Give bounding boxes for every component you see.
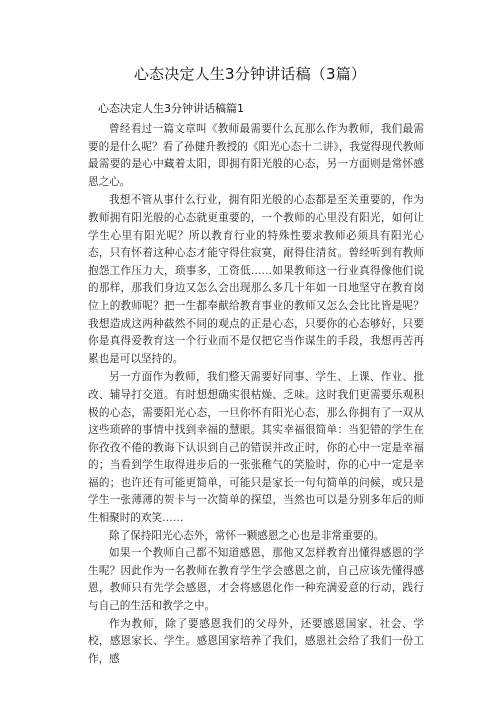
paragraph: 除了保持阳光心态外，常怀一颗感恩之心也是非常重要的。: [109, 529, 385, 542]
paragraph: 另一方面作为教师，我们整天需要好同事、学生、上课、作业、批改、辅导打交道。有时想想确实很枯燥、乏味。这时我们更需要乐观积极的心态，需要阳光心态，一旦你怀有阳光心态，那么你拥有了一双从这些琐碎的事情中找到幸福的慧眼。其实幸福很简单：当犯错的学生在你孜孜不倦的教诲下认识到自己的错误并改正时，你的心中一定是幸福的；当看到学生取得进步后的一张张稚气的笑脸时，你的心中一定是幸福的；也许还有可能更简单，可能只是家长一句句简单的问候，或只是学生一张薄薄的贺卡与一次简单的探望，当然也可以是分别多年后的师生相聚时的欢笑……: [88, 371, 424, 525]
paragraph: 如果一个教师自己都不知道感恩，那他又怎样教育出懂得感恩的学生呢？因此作为一名教师在教育学生学会感恩之前，自己应该先懂得感恩，教师只有先学会感恩，才会将感恩化作一种充满爱意的行动，践行与自己的生活和教学之中。: [88, 547, 424, 613]
section-heading: 心态决定人生3分钟讲话稿篇1: [98, 102, 244, 115]
body-text: [88, 121, 424, 668]
document-title: 心态决定人生3分钟讲话稿（3篇）: [133, 65, 367, 83]
paragraph: 我想不管从事什么行业，拥有阳光般的心态都是至关重要的，作为教师拥有阳光般的心态就更重要的，一个教师的心里没有阳光，如何让学生心里有阳光呢？所以教育行业的特殊性要求教师必须具有阳光心态，只有怀着这种心态才能守得住寂寞，耐得住清贫。曾经听到有教师抱怨工作压力大，琐事多，工资低……如果教师这一行业真得像他们说的那样，那我们身边又怎么会出现那么多几十年如一日地坚守在教育岗位上的教师呢？把一生都奉献给教育事业的教师又怎么会比比皆是呢？我想造成这两种截然不同的观点的正是心态，只要你的心态够好，只要你是真得爱教育这一个行业而不是仅把它当作谋生的手段，我想再苦再累也是可以坚持的。: [88, 194, 424, 365]
paragraph: 作为教师，除了要感恩我们的父母外，还要感恩国家、社会、学校，感恩家长、学生。感恩国家培养了我们，感恩社会给了我们一份工作，感: [88, 617, 424, 665]
paragraph: 曾经看过一篇文章叫《教师最需要什么瓦那么作为教师，我们最需要的是什么呢？看了孙健升教授的《阳光心态十二讲》，我觉得现代教师最需要的是心中藏着太阳，即拥有阳光般的心态，另一方面则是常怀感恩之心。: [88, 123, 424, 188]
